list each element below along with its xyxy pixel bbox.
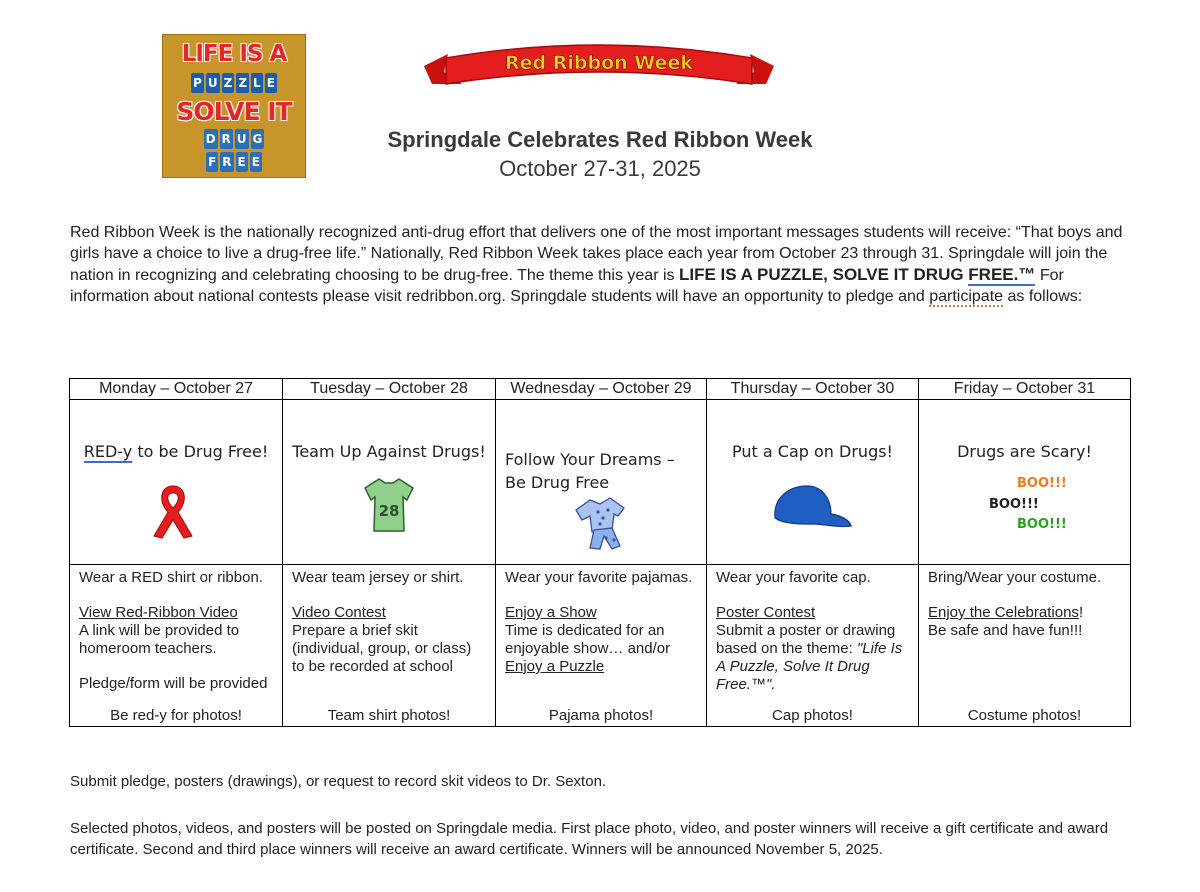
day-theme-cell bbox=[707, 400, 918, 565]
logo-tile: U bbox=[235, 129, 249, 149]
day-heading: Wednesday – October 29 bbox=[496, 379, 706, 400]
logo-tile: Z bbox=[222, 73, 235, 93]
page-title: Springdale Celebrates Red Ribbon Week bbox=[387, 127, 813, 152]
day-activity-link[interactable]: Video Contest bbox=[292, 604, 386, 621]
logo-tile: E bbox=[265, 73, 277, 93]
day-heading: Monday – October 27 bbox=[70, 379, 282, 400]
logo-line-3: SOLVE IT bbox=[176, 97, 292, 126]
logo-puzzle-tiles bbox=[163, 73, 305, 93]
day-activity-link-2[interactable]: Enjoy a Puzzle bbox=[505, 658, 605, 675]
link-suffix: ! bbox=[1078, 604, 1084, 621]
day-attire: Wear your favorite cap. bbox=[716, 569, 871, 586]
day-column-monday bbox=[70, 379, 282, 726]
day-theme-caption bbox=[70, 442, 282, 461]
detail-text: Submit a poster or drawing based on the theme: bbox=[716, 622, 896, 657]
day-photo-caption: Pajama photos! bbox=[548, 707, 654, 724]
day-attire: Wear team jersey or shirt. bbox=[292, 569, 464, 586]
boo-text: BOO!!! bbox=[1017, 476, 1067, 491]
day-attire: Bring/Wear your costume. bbox=[928, 569, 1102, 586]
logo-tile: P bbox=[191, 73, 204, 93]
day-extra: Pledge/form will be provided bbox=[79, 675, 268, 692]
red-ribbon-banner bbox=[418, 38, 780, 108]
day-activity-link[interactable]: Enjoy a Show bbox=[505, 604, 597, 621]
day-activity-detail: Prepare a brief skit (individual, group, or class) to be recorded at school bbox=[292, 622, 472, 675]
logo-tile: Z bbox=[236, 73, 249, 93]
day-details bbox=[496, 565, 706, 676]
theme-text-free: FREE bbox=[968, 265, 1014, 284]
jersey-icon bbox=[363, 476, 415, 534]
day-theme-cell bbox=[919, 400, 1130, 565]
detail-theme: "Life Is A Puzzle, Solve It Drug Free.™". bbox=[716, 640, 903, 693]
day-heading: Friday – October 31 bbox=[919, 379, 1130, 400]
pajamas-icon bbox=[570, 494, 636, 552]
logo-line-1: LIFE IS A bbox=[181, 41, 287, 67]
day-details bbox=[919, 565, 1130, 640]
day-column-thursday bbox=[706, 379, 918, 726]
day-column-wednesday bbox=[495, 379, 706, 726]
logo-tile: U bbox=[206, 73, 220, 93]
submit-note: Submit pledge, posters (drawings), or request to record skit videos to Dr. Sexton. bbox=[70, 773, 607, 790]
day-activity-detail bbox=[716, 622, 909, 694]
caption-text: to be Drug Free! bbox=[132, 442, 269, 461]
intro-paragraph bbox=[70, 222, 1132, 307]
logo-tile: R bbox=[220, 152, 233, 172]
day-details bbox=[707, 565, 918, 694]
day-photo-caption: Be red-y for photos! bbox=[110, 707, 242, 724]
boo-text: BOO!!! bbox=[989, 497, 1039, 512]
day-heading: Tuesday – October 28 bbox=[283, 379, 495, 400]
day-photo-caption: Costume photos! bbox=[967, 707, 1082, 724]
day-activity-detail: Be safe and have fun!!! bbox=[928, 622, 1083, 639]
day-photo-caption: Team shirt photos! bbox=[327, 707, 451, 724]
logo-tile: D bbox=[204, 129, 218, 149]
winners-note: Selected photos, videos, and posters will be posted on Springdale media. First place photo, video, and poster winners will receive a gift certificate and award certificate. Second and third place winners will receive an award certificate. Winners will be announced November 5, 2025. bbox=[70, 820, 1109, 858]
day-theme-cell bbox=[70, 400, 282, 565]
logo-tile: G bbox=[251, 129, 265, 149]
boo-icon bbox=[987, 476, 1097, 536]
day-activity-link[interactable]: View Red-Ribbon Video bbox=[79, 604, 238, 621]
day-heading: Thursday – October 30 bbox=[707, 379, 918, 400]
day-theme-cell bbox=[496, 400, 706, 565]
red-y-word: RED-y bbox=[83, 442, 133, 461]
day-photo-caption: Cap photos! bbox=[772, 707, 853, 724]
day-theme-caption: Drugs are Scary! bbox=[957, 442, 1092, 461]
logo-tile: E bbox=[250, 152, 262, 172]
day-theme-cell bbox=[283, 400, 495, 565]
day-activity-detail: A link will be provided to homeroom teachers. bbox=[79, 622, 240, 657]
page-dates: October 27-31, 2025 bbox=[499, 156, 701, 181]
day-theme-caption: Team Up Against Drugs! bbox=[292, 442, 486, 461]
day-details bbox=[70, 565, 282, 693]
logo-tile: E bbox=[236, 152, 248, 172]
intro-theme bbox=[679, 265, 1035, 286]
day-activity bbox=[928, 604, 1121, 622]
day-theme-caption: Put a Cap on Drugs! bbox=[732, 442, 893, 461]
cap-icon bbox=[769, 482, 853, 532]
day-column-tuesday bbox=[282, 379, 495, 726]
day-activity-link[interactable]: Enjoy the Celebrations bbox=[928, 604, 1079, 621]
week-schedule-table bbox=[69, 378, 1131, 727]
intro-text-participate: participate bbox=[929, 288, 1004, 305]
theme-trademark: .™ bbox=[1013, 265, 1036, 284]
theme-text: LIFE IS A PUZZLE, SOLVE IT DRUG bbox=[678, 265, 969, 284]
logo-tile: F bbox=[206, 152, 218, 172]
logo-tile: R bbox=[220, 129, 233, 149]
day-attire: Wear your favorite pajamas. bbox=[505, 569, 693, 586]
day-column-friday bbox=[918, 379, 1130, 726]
day-theme-caption: Follow Your Dreams – Be Drug Free bbox=[505, 450, 675, 492]
logo-tile: L bbox=[251, 73, 263, 93]
banner-text: Red Ribbon Week bbox=[505, 52, 693, 74]
boo-text: BOO!!! bbox=[1017, 517, 1067, 532]
red-ribbon-icon bbox=[150, 482, 196, 540]
intro-text: as follows: bbox=[1003, 288, 1083, 305]
day-activity-link[interactable]: Poster Contest bbox=[716, 604, 816, 621]
intro-text: Red Ribbon Week is the nationally recognized anti-drug effort that delivers one of the most important messages students will receive: “That boys and girls have a choice to live a drug-free life.” Nationally, Red Ribbon Week takes place each year from October 23 through 31. Springdale will join the nation in recognizing and celebrating choosing to be drug-free. The theme this year is bbox=[70, 224, 1123, 284]
jersey-number: 28 bbox=[378, 502, 400, 520]
intro-text: For information about national contests please visit redribbon.org. Springdale students will have an opportunity to pledge and bbox=[70, 267, 1064, 305]
day-attire: Wear a RED shirt or ribbon. bbox=[79, 569, 263, 586]
day-activity-detail: Time is dedicated for an enjoyable show… and/or bbox=[505, 622, 671, 657]
day-details bbox=[283, 565, 495, 676]
